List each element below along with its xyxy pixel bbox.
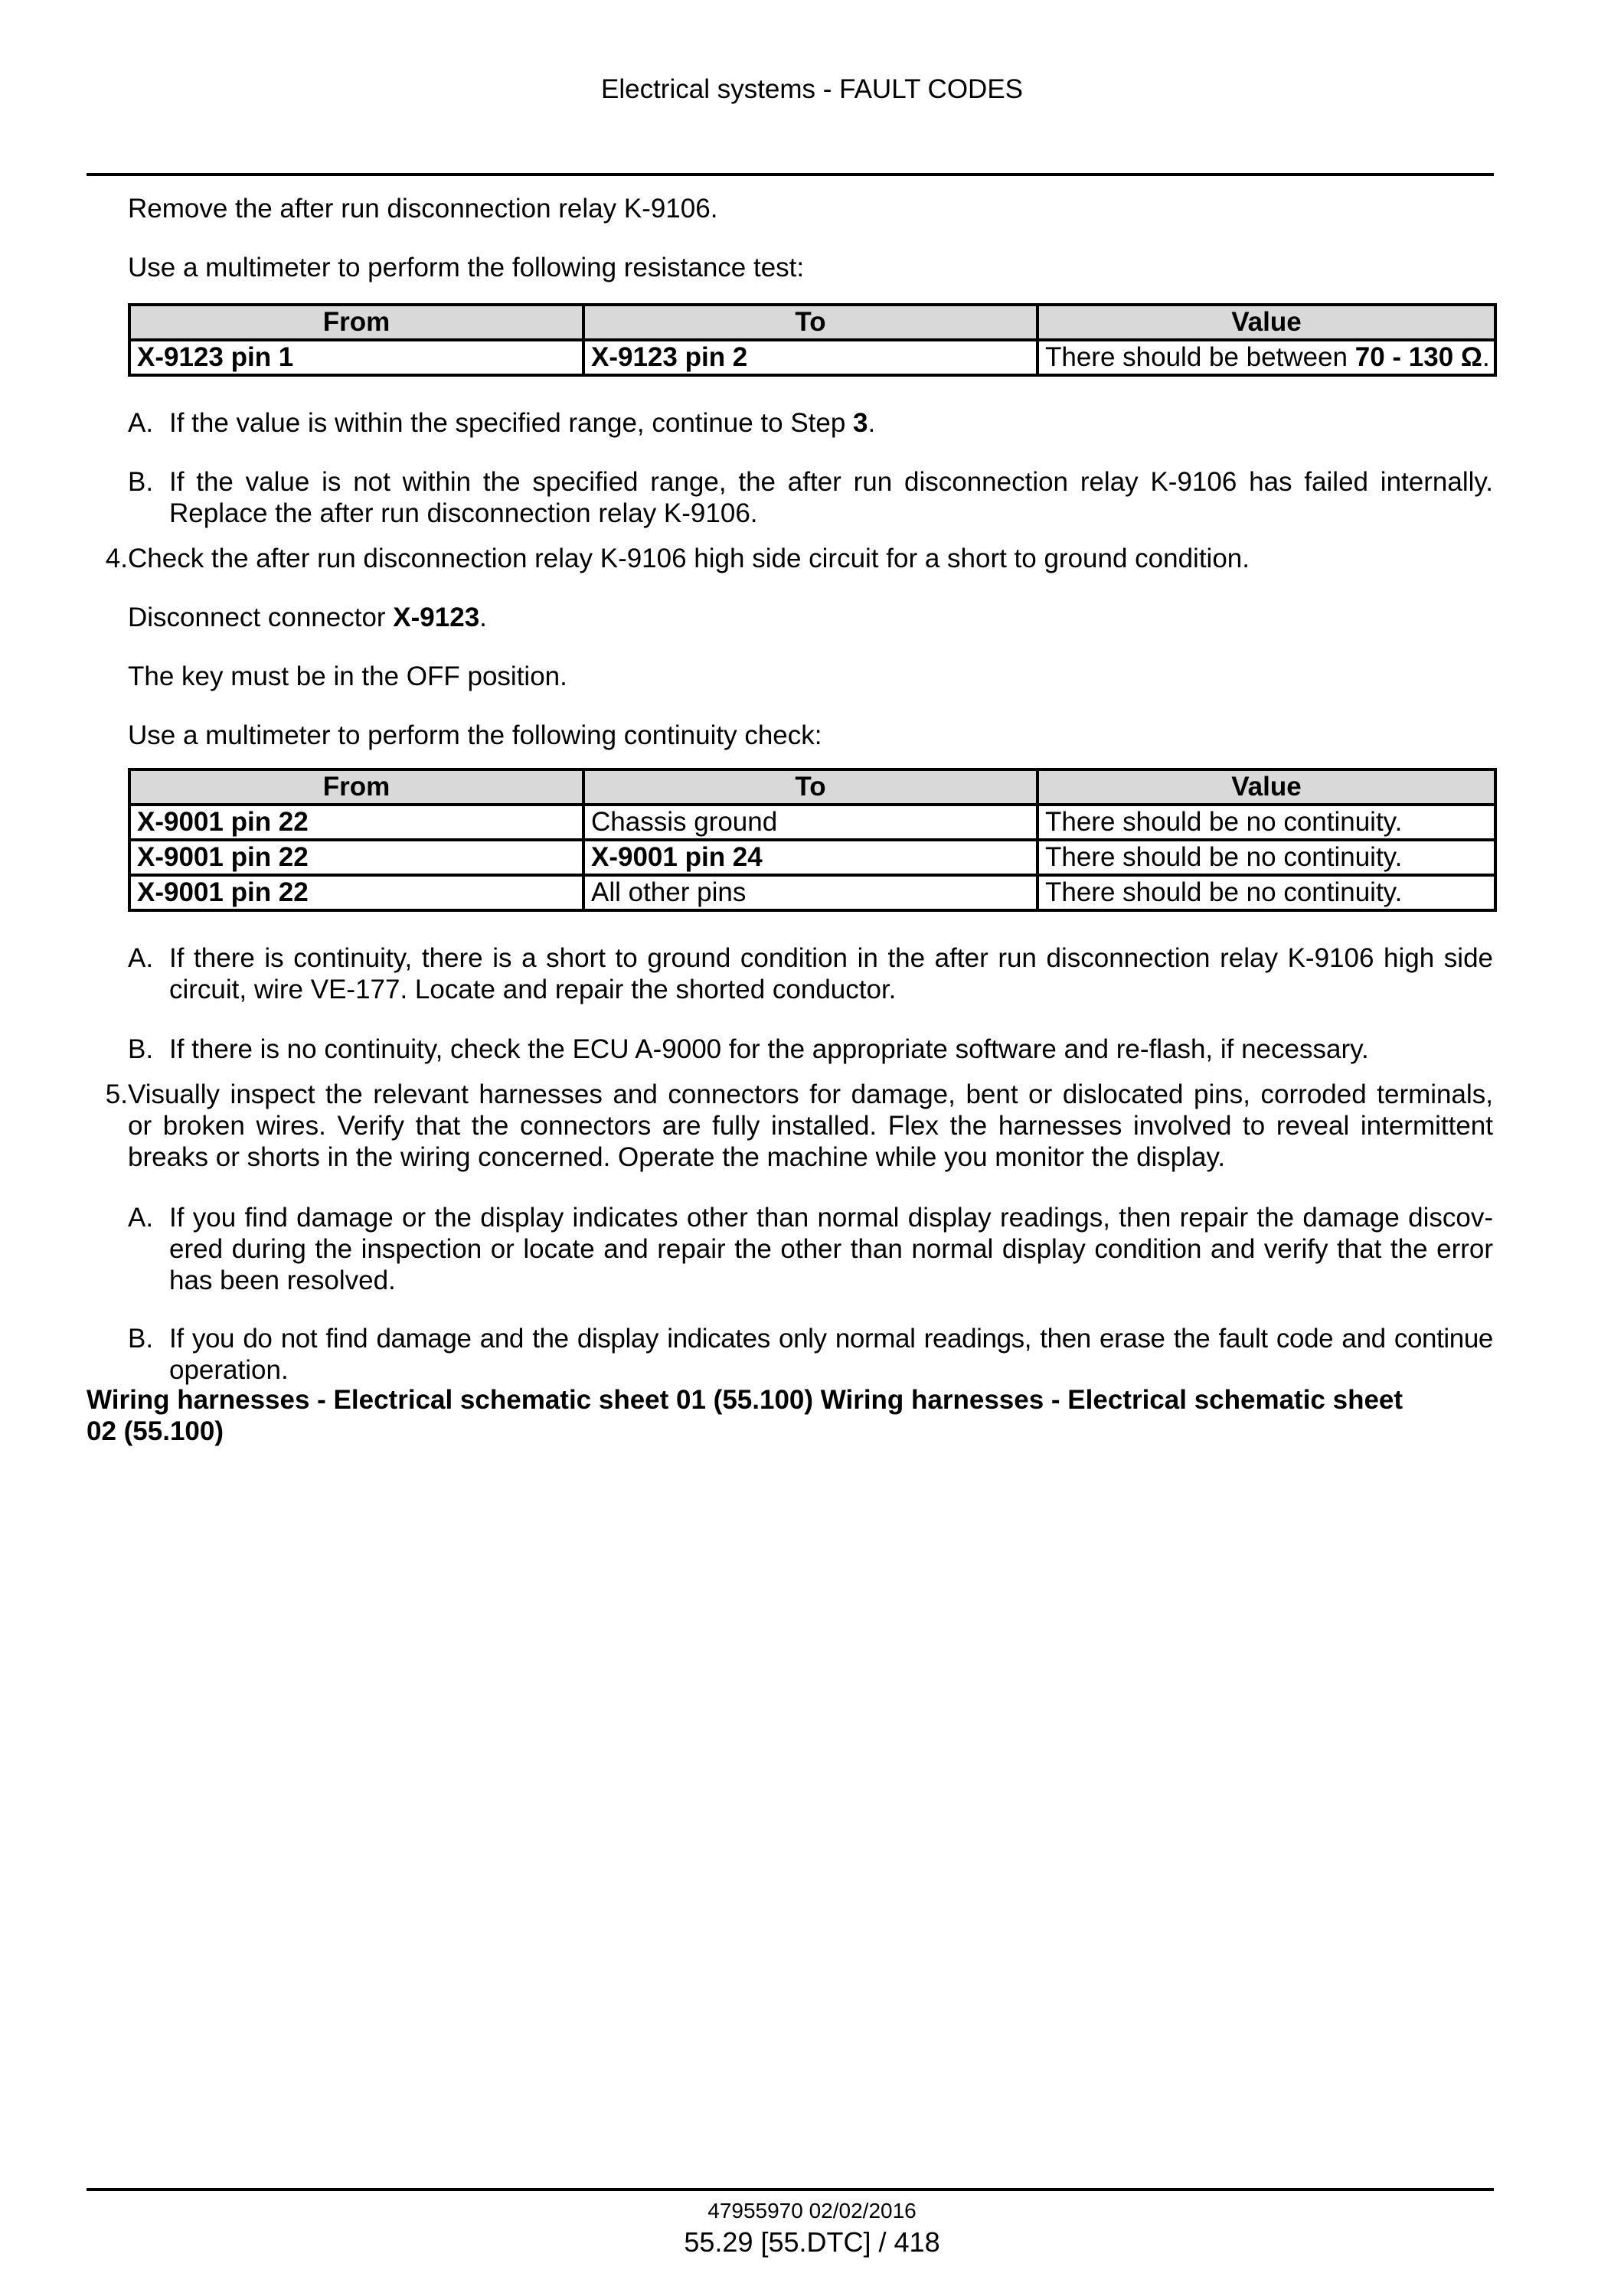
continuity-check-lead: Use a multimeter to perform the following continuity check: <box>128 720 822 750</box>
column-header-value: Value <box>1037 305 1495 340</box>
step-text: Check the after run disconnection relay K-9106 high side circuit for a short to ground condition. <box>128 544 1250 573</box>
list-label: A. <box>128 1203 154 1233</box>
step-text-line: Visually inspect the relevant harnesses and connectors for damage, bent or dislocated pins, corroded terminals, <box>128 1079 1493 1109</box>
list-text: If the value is within the specified range, continue to Step 3. <box>169 408 876 438</box>
list-text: If there is no continuity, check the ECU A-9000 for the appropriate software and re-flash, if necessary. <box>169 1034 1369 1064</box>
table-header-row <box>129 769 1495 805</box>
cell-to: X-9001 pin 24 <box>583 840 1037 875</box>
list-text-line: operation. <box>169 1355 289 1385</box>
list-text-line: If the value is not within the specified range, the after run disconnection relay K-9106 has failed internally. <box>169 467 1493 497</box>
list-text-line: If there is continuity, there is a short to ground condition in the after run disconnection relay K-9106 high side <box>169 943 1493 973</box>
table-header-row <box>129 305 1495 340</box>
cell-value: There should be no continuity. <box>1037 805 1495 840</box>
cell-value: There should be between 70 - 130 Ω. <box>1037 340 1495 375</box>
cell-to: All other pins <box>583 875 1037 910</box>
schematic-link-line[interactable]: 02 (55.100) <box>87 1416 224 1446</box>
list-label: A. <box>128 943 154 973</box>
resistance-test-table <box>128 303 1497 377</box>
resistance-test-lead: Use a multimeter to perform the following resistance test: <box>128 253 805 283</box>
cell-from: X-9001 pin 22 <box>129 875 583 910</box>
table-row <box>129 340 1495 375</box>
page-header-title: Electrical systems - FAULT CODES <box>600 74 1024 104</box>
list-text-line: If you do not find damage and the display indicates only normal readings, then erase the fault code and continue <box>169 1324 1493 1354</box>
list-label: B. <box>128 1034 154 1064</box>
document-code: 47955970 02/02/2016 <box>707 2199 917 2223</box>
list-text-line: Replace the after run disconnection relay K-9106. <box>169 498 758 528</box>
column-header-from: From <box>129 769 583 805</box>
step-text-line: or broken wires. Verify that the connectors are fully installed. Flex the harnesses involved to reveal intermittent <box>128 1111 1493 1141</box>
schematic-link-line[interactable]: Wiring harnesses - Electrical schematic sheet 01 (55.100) Wiring harnesses - Electrical schematic sheet <box>87 1385 1403 1415</box>
page-number: 55.29 [55.DTC] / 418 <box>684 2226 940 2258</box>
cell-value: There should be no continuity. <box>1037 875 1495 910</box>
cell-to: X-9123 pin 2 <box>583 340 1037 375</box>
list-text-line: has been resolved. <box>169 1266 396 1295</box>
step-number: 5. <box>105 1079 128 1109</box>
cell-from: X-9001 pin 22 <box>129 805 583 840</box>
cell-from: X-9001 pin 22 <box>129 840 583 875</box>
table-row <box>129 840 1495 875</box>
column-header-value: Value <box>1037 769 1495 805</box>
list-label: B. <box>128 1324 154 1354</box>
key-position-instruction: The key must be in the OFF position. <box>128 661 567 691</box>
list-text-line: circuit, wire VE-177. Locate and repair the shorted conductor. <box>169 975 897 1004</box>
footer-rule <box>87 2188 1494 2191</box>
list-label: B. <box>128 467 154 497</box>
column-header-from: From <box>129 305 583 340</box>
list-label: A. <box>128 408 154 438</box>
cell-to: Chassis ground <box>583 805 1037 840</box>
disconnect-connector-instruction: Disconnect connector X-9123. <box>128 603 487 632</box>
table-row <box>129 805 1495 840</box>
column-header-to: To <box>583 769 1037 805</box>
cell-value: There should be no continuity. <box>1037 840 1495 875</box>
step-text-line: breaks or shorts in the wiring concerned. Operate the machine while you monitor the display. <box>128 1142 1226 1172</box>
table-row <box>129 875 1495 910</box>
remove-relay-instruction: Remove the after run disconnection relay K-9106. <box>128 194 718 224</box>
related-schematic-links[interactable] <box>87 1384 1494 1447</box>
column-header-to: To <box>583 305 1037 340</box>
cell-from: X-9123 pin 1 <box>129 340 583 375</box>
step-number: 4. <box>105 544 128 573</box>
list-text-line: If you find damage or the display indicates other than normal display readings, then repair the damage discov- <box>169 1203 1493 1233</box>
list-text-line: ered during the inspection or locate and repair the other than normal display condition and verify that the error <box>169 1234 1493 1264</box>
header-rule <box>87 173 1494 176</box>
continuity-check-table <box>128 768 1497 912</box>
